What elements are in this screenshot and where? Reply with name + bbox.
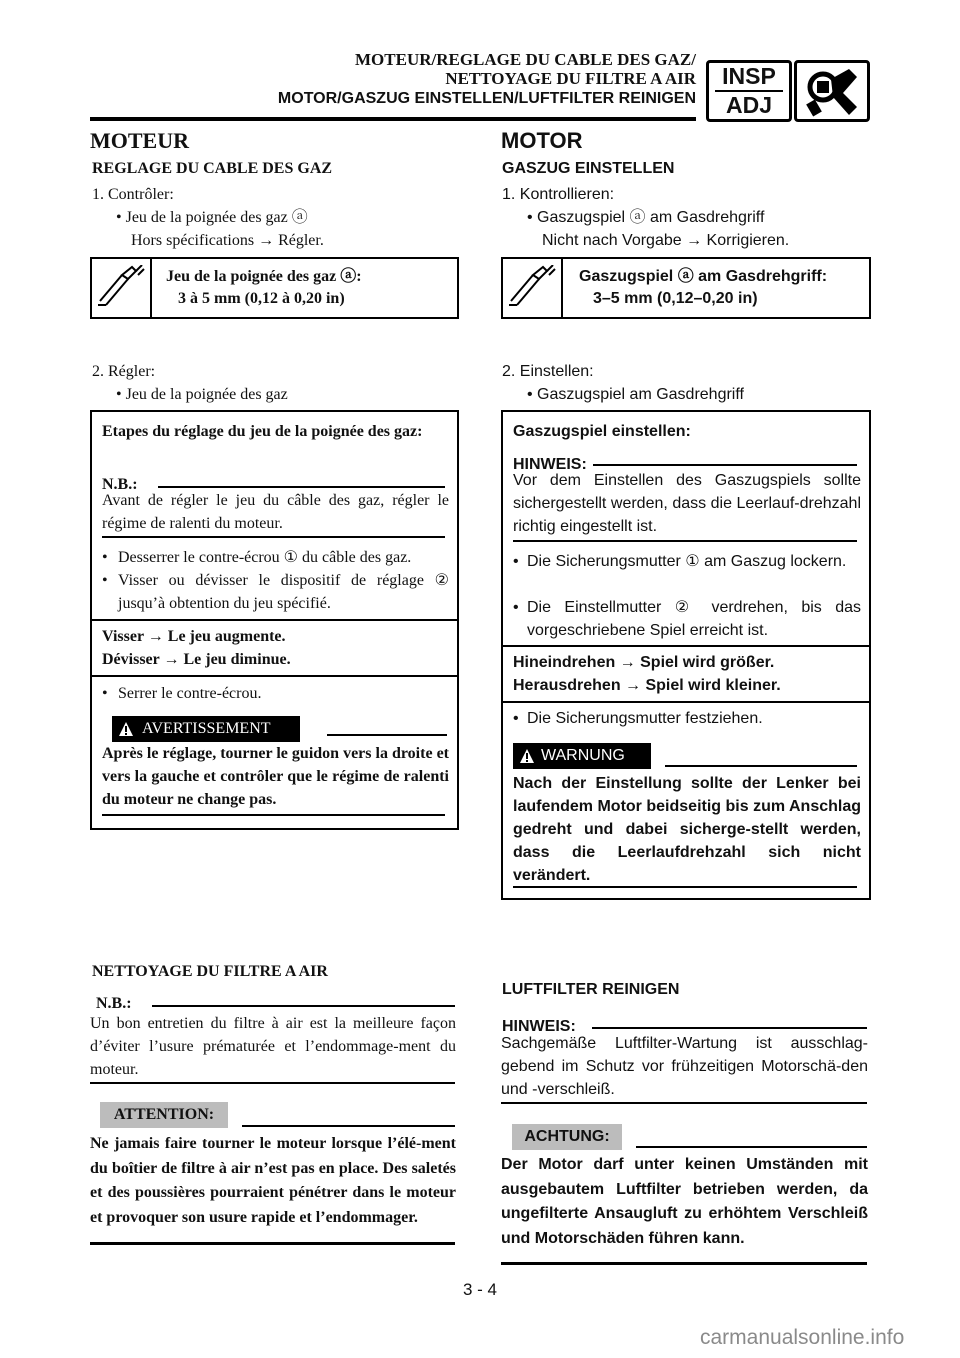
fr-warning-label: AVERTISSEMENT xyxy=(142,720,271,737)
fr-warning-end-rule xyxy=(102,814,445,816)
fr-step1-item: • Jeu de la poignée des gaz ⓐ xyxy=(116,209,308,226)
de-nb-rule xyxy=(593,464,857,466)
de-section-divider-2 xyxy=(503,701,869,703)
de-nb-end-rule xyxy=(513,540,857,542)
de-warning-label: WARNUNG xyxy=(541,747,625,764)
fr-turn-out: Dévisser → Le jeu diminue. xyxy=(102,651,291,668)
header-title-de: MOTOR/GASZUG EINSTELLEN/LUFTFILTER REINIGEN xyxy=(277,90,696,107)
fr-spec-line2: 3 à 5 mm (0,12 à 0,20 in) xyxy=(178,290,345,307)
de-proc-title: Gaszugspiel einstellen: xyxy=(513,423,691,440)
de-warning-badge xyxy=(513,743,651,769)
de-warning-rule xyxy=(665,765,857,767)
fr-bullet2: Visser ou dévisser le dispositif de réglage ② jusqu’à obtention du jeu spécifié. xyxy=(118,572,449,612)
fr-nb-rule xyxy=(158,486,445,488)
fr-section-divider-1 xyxy=(92,619,457,621)
de-warning-text: Nach der Einstellung sollte der Lenker bei laufendem Motor beidseitig bis zum Anschlag gedreht und dabei sicherge-stellt werden, dass die Leerlaufdrehzahl sich nicht verändert. xyxy=(513,775,861,884)
de-step2: 2. Einstellen: xyxy=(502,363,594,380)
header-title-fr-1: MOTEUR/REGLAGE DU CABLE DES GAZ/ xyxy=(355,50,696,69)
spec-divider xyxy=(150,259,152,317)
de-bullet2-dot: • xyxy=(513,599,519,616)
header-title-fr-2: NETTOYAGE DU FILTRE A AIR xyxy=(445,69,696,88)
fr-bullet3: Serrer le contre-écrou. xyxy=(118,685,262,702)
de-bullet3-dot: • xyxy=(513,710,519,727)
fr-filter-nb-rule xyxy=(152,1005,455,1007)
de-step1-note: Nicht nach Vorgabe → Korrigieren. xyxy=(542,232,790,249)
fr-caution-text: Ne jamais faire tourner le moteur lorsque l’élé-ment du boîtier de filtre à air n’est pas en place. Des saletés et des poussières pourraient pénétrer dans le moteur et provoquer son usure rapide et l’endommager. xyxy=(90,1135,456,1226)
fr-caution-badge: ATTENTION: xyxy=(100,1102,228,1128)
de-caution-end-rule xyxy=(501,1262,867,1265)
de-step1: 1. Kontrollieren: xyxy=(502,186,615,203)
fr-step2: 2. Régler: xyxy=(92,363,156,380)
warning-triangle-icon xyxy=(118,721,134,737)
fr-nb-end-rule xyxy=(102,536,445,538)
fr-filter-nb-label: N.B.: xyxy=(96,995,132,1012)
fr-warning-text: Après le réglage, tourner le guidon vers la droite et vers la gauche et contrôler que le régime de ralenti du moteur ne change pas. xyxy=(102,745,449,808)
de-section-title: MOTOR xyxy=(501,128,583,153)
spec-tool-icon xyxy=(96,265,146,309)
de-throttle-title: GASZUG EINSTELLEN xyxy=(502,160,675,177)
de-filter-nb-rule xyxy=(592,1027,867,1029)
fr-section-divider-2 xyxy=(92,675,457,677)
de-caution-text: Der Motor darf unter keinen Umständen mit ausgebautem Luftfilter betrieben werden, da ungefilterte Ansaugluft zu erhöhtem Verschleiß und Motorschäden führen kann. xyxy=(501,1156,868,1247)
fr-filter-nb-text: Un bon entretien du filtre à air est la meilleure façon d’éviter l’usure prématurée et l’endommage-ment du moteur. xyxy=(90,1015,456,1078)
fr-filter-nb-end-rule xyxy=(90,1082,455,1084)
fr-procedure-box xyxy=(90,410,459,830)
de-turn-out: Herausdrehen → Spiel wird kleiner. xyxy=(513,677,781,694)
de-turn-in: Hineindrehen → Spiel wird größer. xyxy=(513,654,775,671)
de-bullet3: Die Sicherungsmutter festziehen. xyxy=(527,710,763,727)
de-bullet1: Die Sicherungsmutter ① am Gaszug lockern. xyxy=(527,553,847,570)
fr-bullet2-dot: • xyxy=(102,572,108,589)
de-section-divider-1 xyxy=(503,645,869,647)
fr-proc-title: Etapes du réglage du jeu de la poignée des gaz: xyxy=(102,423,423,440)
de-caution-badge: ACHTUNG: xyxy=(512,1124,622,1150)
fr-nb-text: Avant de régler le jeu du câble des gaz, régler le régime de ralenti du moteur. xyxy=(102,492,449,532)
spec-divider xyxy=(561,259,563,317)
de-filter-nb-text: Sachgemäße Luftfilter-Wartung ist ausschlag-gebend im Schutz vor frühzeitigen Motorschä-den und -verschleiß. xyxy=(501,1035,868,1098)
fr-spec-box xyxy=(90,257,459,319)
fr-spec-line1: Jeu de la poignée des gaz ⓐ: xyxy=(166,268,362,285)
fr-bullet1-dot: • xyxy=(102,549,108,566)
de-step2-item: • Gaszugspiel am Gasdrehgriff xyxy=(527,386,744,403)
fr-step2-item: • Jeu de la poignée des gaz xyxy=(116,386,288,403)
de-nb-text: Vor dem Einstellen des Gaszugspiels sollte sichergestellt werden, dass die Leerlauf-drehzahl richtig eingestellt ist. xyxy=(513,472,861,535)
badge-adj: ADJ xyxy=(725,92,772,118)
de-caution-rule xyxy=(636,1146,867,1148)
fr-step1-note: Hors spécifications → Régler. xyxy=(131,232,324,249)
de-bullet2: Die Einstellmutter ② verdrehen, bis das vorgeschriebene Spiel erreicht ist. xyxy=(527,599,861,639)
de-filter-nb-end-rule xyxy=(501,1102,867,1104)
wrench-gauge-icon xyxy=(794,60,870,122)
page-number: 3 - 4 xyxy=(462,1280,498,1299)
de-spec-box xyxy=(501,257,871,319)
de-step1-item: • Gaszugspiel ⓐ am Gasdrehgriff xyxy=(527,209,765,226)
fr-turn-in: Visser → Le jeu augmente. xyxy=(102,628,286,645)
de-spec-line1: Gaszugspiel ⓐ am Gasdrehgriff: xyxy=(579,268,828,285)
watermark: carmanualsonline.info xyxy=(700,1326,905,1349)
de-filter-title: LUFTFILTER REINIGEN xyxy=(502,981,680,998)
de-nb-label: HINWEIS: xyxy=(513,456,587,473)
fr-step1: 1. Contrôler: xyxy=(92,186,174,203)
insp-adj-badge xyxy=(706,60,792,122)
de-filter-nb-label: HINWEIS: xyxy=(502,1018,576,1035)
badge-insp: INSP xyxy=(715,63,783,92)
fr-throttle-title: REGLAGE DU CABLE DES GAZ xyxy=(92,160,333,177)
warning-triangle-icon xyxy=(519,748,535,764)
header-rule xyxy=(90,117,696,121)
de-warning-end-rule xyxy=(513,886,857,888)
fr-bullet3-dot: • xyxy=(102,685,108,702)
spec-tool-icon xyxy=(507,265,557,309)
fr-caution-end-rule xyxy=(90,1242,455,1245)
de-procedure-box xyxy=(501,410,871,900)
fr-nb-label: N.B.: xyxy=(102,476,138,493)
fr-warning-rule xyxy=(327,734,447,736)
fr-filter-title: NETTOYAGE DU FILTRE A AIR xyxy=(92,963,328,980)
fr-section-title: MOTEUR xyxy=(90,128,189,153)
fr-caution-rule xyxy=(242,1125,455,1127)
de-spec-line2: 3–5 mm (0,12–0,20 in) xyxy=(593,290,758,307)
fr-warning-badge xyxy=(112,716,300,742)
fr-bullet1: Desserrer le contre-écrou ① du câble des gaz. xyxy=(118,549,412,566)
de-bullet1-dot: • xyxy=(513,553,519,570)
